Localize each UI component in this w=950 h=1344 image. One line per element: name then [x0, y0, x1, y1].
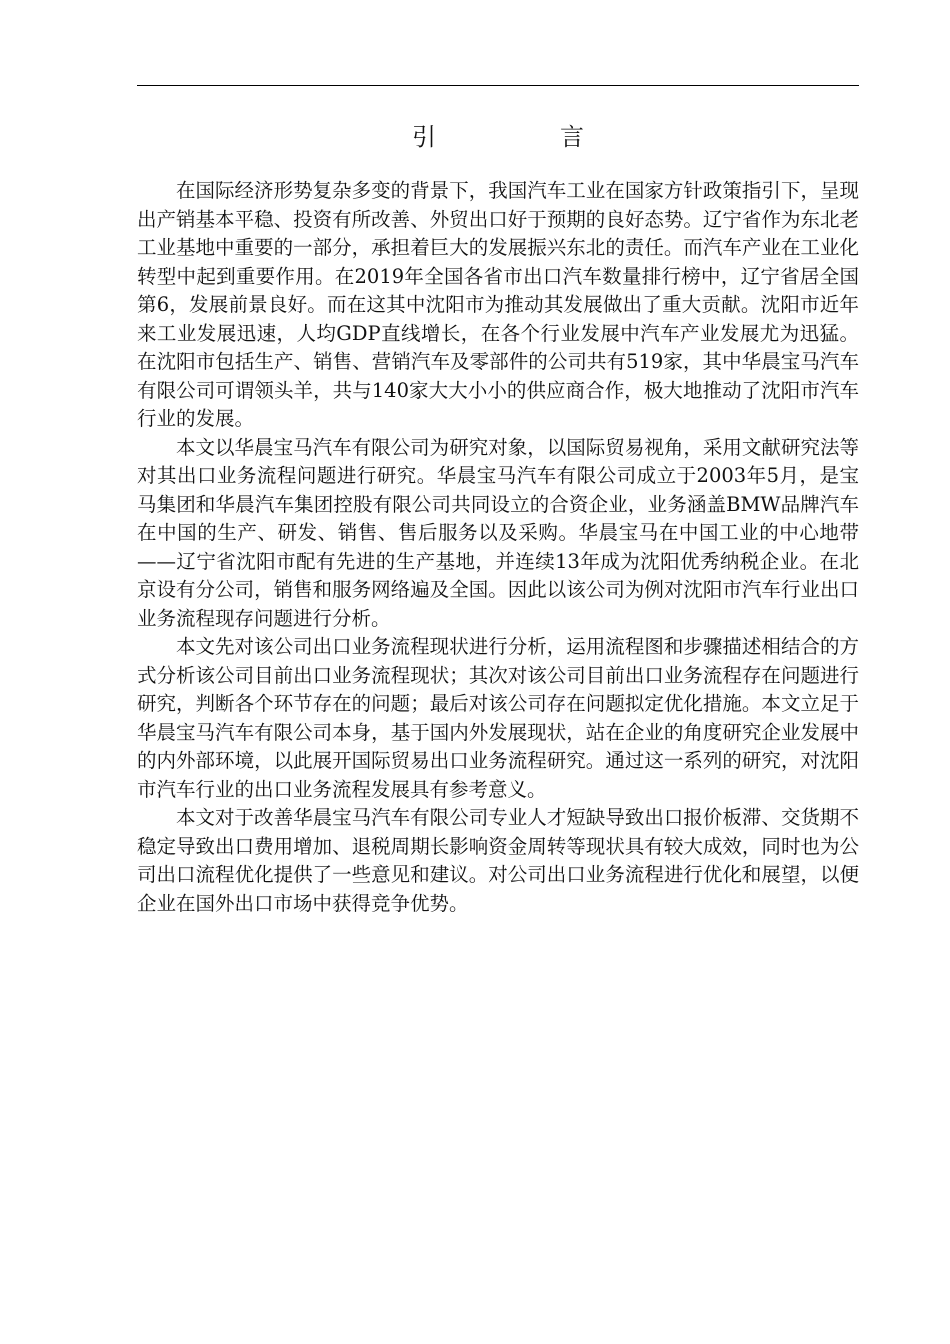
paragraph-3: 本文先对该公司出口业务流程现状进行分析，运用流程图和步骤描述相结合的方式分析该公司目前出口业务流程现状；其次对该公司目前出口业务流程存在问题进行研究，判断各个环节存在的问题；最后对该公司存在问题拟定优化措施。本文立足于华晨宝马汽车有限公司本身，基于国内外发展现状，站在企业的角度研究企业发展中的内外部环境，以此展开国际贸易出口业务流程研究。通过这一系列的研究，对沈阳市汽车行业的出口业务流程发展具有参考意义。 [137, 635, 859, 801]
paragraph-2: 本文以华晨宝马汽车有限公司为研究对象，以国际贸易视角，采用文献研究法等对其出口业务流程问题进行研究。华晨宝马汽车有限公司成立于2003年5月，是宝马集团和华晨汽车集团控股有限公司共同设立的合资企业，业务涵盖BMW品牌汽车在中国的生产、研发、销售、售后服务以及采购。华晨宝马在中国工业的中心地带——辽宁省沈阳市配有先进的生产基地，并连续13年成为沈阳优秀纳税企业。在北京设有分公司，销售和服务网络遍及全国。因此以该公司为例对沈阳市汽车行业出口业务流程现存问题进行分析。 [137, 435, 859, 630]
section-title: 引 言 [412, 123, 634, 151]
body-text [137, 177, 859, 918]
paragraph-4: 本文对于改善华晨宝马汽车有限公司专业人才短缺导致出口报价板滞、交货期不稳定导致出口费用增加、退税周期长影响资金周转等现状具有较大成效，同时也为公司出口流程优化提供了一些意见和建议。对公司出口业务流程进行优化和展望，以便企业在国外出口市场中获得竞争优势。 [137, 806, 859, 915]
header-rule [137, 85, 859, 86]
paragraph-1: 在国际经济形势复杂多变的背景下，我国汽车工业在国家方针政策指引下，呈现出产销基本平稳、投资有所改善、外贸出口好于预期的良好态势。辽宁省作为东北老工业基地中重要的一部分，承担着巨大的发展振兴东北的责任。而汽车产业在工业化转型中起到重要作用。在2019年全国各省市出口汽车数量排行榜中，辽宁省居全国第6，发展前景良好。而在这其中沈阳市为推动其发展做出了重大贡献。沈阳市近年来工业发展迅速，人均GDP直线增长，在各个行业发展中汽车产业发展尤为迅猛。在沈阳市包括生产、销售、营销汽车及零部件的公司共有519家，其中华晨宝马汽车有限公司可谓领头羊，共与140家大大小小的供应商合作，极大地推动了沈阳市汽车行业的发展。 [137, 179, 859, 430]
